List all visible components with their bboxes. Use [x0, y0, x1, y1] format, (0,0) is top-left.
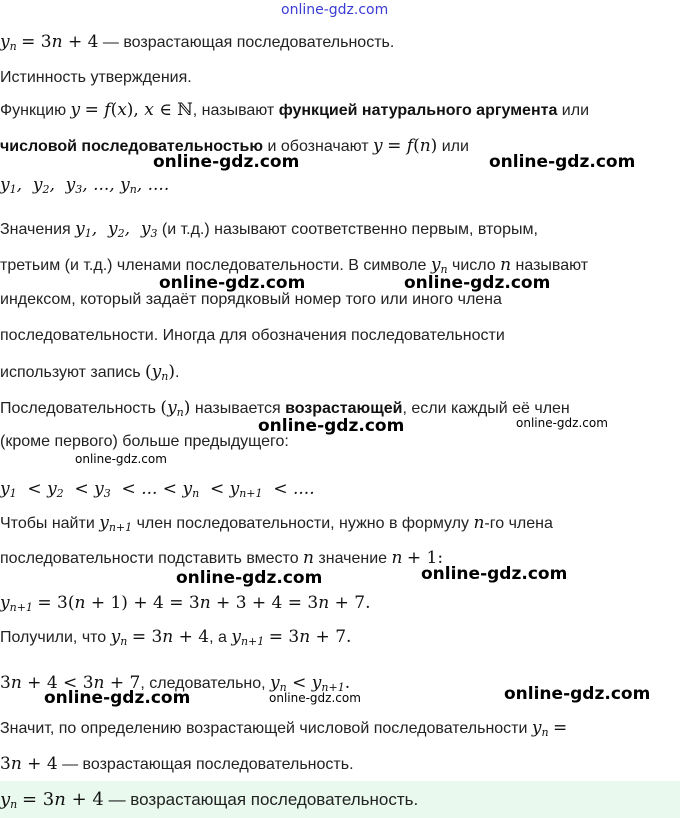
watermark: online-gdz.com [153, 152, 300, 172]
values-line-5: используют запись $(y_n)$. [0, 362, 180, 383]
watermark: online-gdz.com [504, 684, 651, 704]
result-line: Получили, что $y_n = 3n + 4$, а $y_{n+1} = 3n + 7$. [0, 627, 352, 648]
watermark: online-gdz.com [258, 416, 405, 436]
watermark: online-gdz.com [404, 273, 551, 293]
watermark: online-gdz.com [516, 416, 608, 430]
watermark: online-gdz.com [281, 2, 389, 18]
watermark: online-gdz.com [176, 568, 323, 588]
increasing-definition-2: (кроме первого) больше предыдущего: [0, 433, 289, 450]
increasing-inequality: $y_1 < y_2 < y_3$ < ... < $y_n < y_{n+1}$ < .... [0, 479, 315, 500]
increasing-definition-1: Последовательность $(y_n)$ называется возрастающей, если каждый её член [0, 398, 570, 419]
heading: Истинность утверждения. [0, 69, 192, 86]
watermark: online-gdz.com [75, 452, 167, 466]
find-line-2: последовательности подставить вместо n значение n + 1: [0, 548, 444, 568]
watermark: online-gdz.com [159, 273, 306, 293]
watermark: online-gdz.com [44, 688, 191, 708]
watermark: online-gdz.com [489, 152, 636, 172]
sequence-notation: $y_1$, $y_2$, $y_3$, ..., $y_n$, .... [0, 175, 170, 196]
values-line-3: индексом, который задаёт порядковый номер того или иного члена [0, 291, 502, 308]
values-line-1: Значения $y_1$, $y_2$, $y_3$ (и т.д.) называют соответственно первым, вторым, [0, 219, 538, 240]
values-line-4: последовательности. Иногда для обозначения последовательности [0, 327, 505, 344]
values-line-2: третьим (и т.д.) членами последовательности. В символе $y_n$ число n называют [0, 255, 589, 276]
definition-line-1: Функцию y = f(x), x ∈ ℕ, называют функцией натурального аргумента или [0, 100, 589, 120]
watermark: online-gdz.com [269, 691, 361, 705]
substitution-formula: $y_{n+1} = 3(n + 1) + 4 = 3n + 3 + 4 = 3n + 7$. [0, 593, 371, 614]
watermark: online-gdz.com [421, 564, 568, 584]
conclusion-line-2: 3n + 4 — возрастающая последовательность. [0, 754, 354, 774]
conclusion-line-1: Значит, по определению возрастающей числовой последовательности $y_n$ = [0, 718, 568, 739]
definition-line-2: числовой последовательностью и обозначают y = f(n) или [0, 136, 469, 156]
find-line-1: Чтобы найти $y_{n+1}$ член последовательности, нужно в формулу n-го члена [0, 513, 553, 534]
intro-statement: $y_n = 3n + 4$ — возрастающая последовательность. [0, 32, 395, 53]
answer-line: $y_n = 3n + 4$ — возрастающая последовательность. [0, 789, 419, 811]
comparison-line: 3n + 4 < 3n + 7, следовательно, $y_n < y_{n+1}$. [0, 673, 351, 694]
